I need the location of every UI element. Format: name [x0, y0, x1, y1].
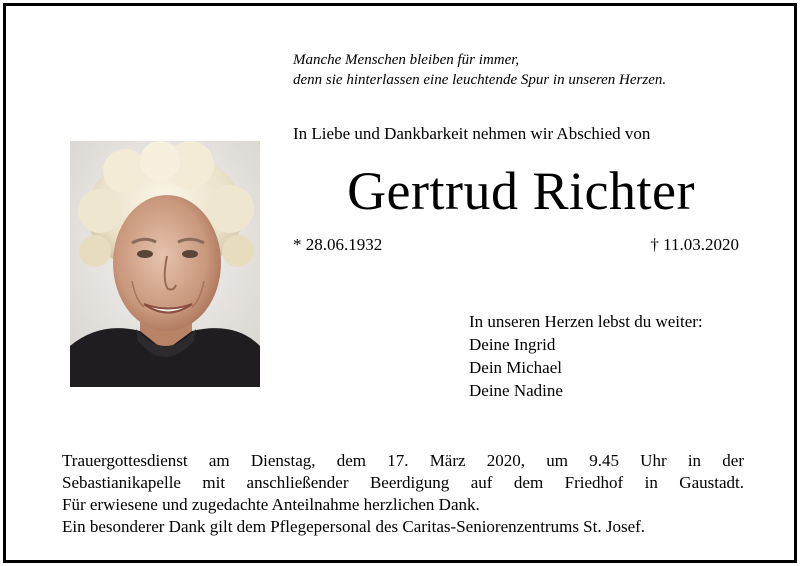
footer-line-1: Trauergottesdienst am Dienstag, dem 17. März 2020, um 9.45 Uhr in der — [62, 451, 744, 470]
death-date: † 11.03.2020 — [650, 235, 739, 254]
deceased-name: Gertrud Richter — [347, 161, 695, 221]
memorial-quote — [293, 50, 666, 90]
quote-line-2: denn sie hinterlassen eine leuchtende Spur in unseren Herzen. — [293, 72, 667, 88]
service-details — [62, 450, 744, 538]
obituary-frame — [3, 3, 797, 563]
quote-line-1: Manche Menschen bleiben für immer, — [293, 52, 520, 68]
portrait-photo — [70, 141, 260, 387]
mourners-block — [469, 310, 703, 402]
mourners-heading: In unseren Herzen lebst du weiter: — [469, 312, 703, 331]
footer-line-4: Ein besonderer Dank gilt dem Pflegepersonal des Caritas-Seniorenzentrums St. Josef. — [62, 517, 646, 536]
mourner-name: Dein Michael — [469, 358, 562, 377]
mourner-name: Deine Ingrid — [469, 335, 556, 354]
footer-line-2: Sebastianikapelle mit anschließender Beerdigung auf dem Friedhof in Gaustadt. — [62, 473, 744, 492]
birth-date: * 28.06.1932 — [293, 235, 383, 254]
footer-line-3: Für erwiesene und zugedachte Anteilnahme herzlichen Dank. — [62, 495, 480, 514]
farewell-intro: In Liebe und Dankbarkeit nehmen wir Abschied von — [293, 124, 651, 143]
mourner-name: Deine Nadine — [469, 381, 563, 400]
